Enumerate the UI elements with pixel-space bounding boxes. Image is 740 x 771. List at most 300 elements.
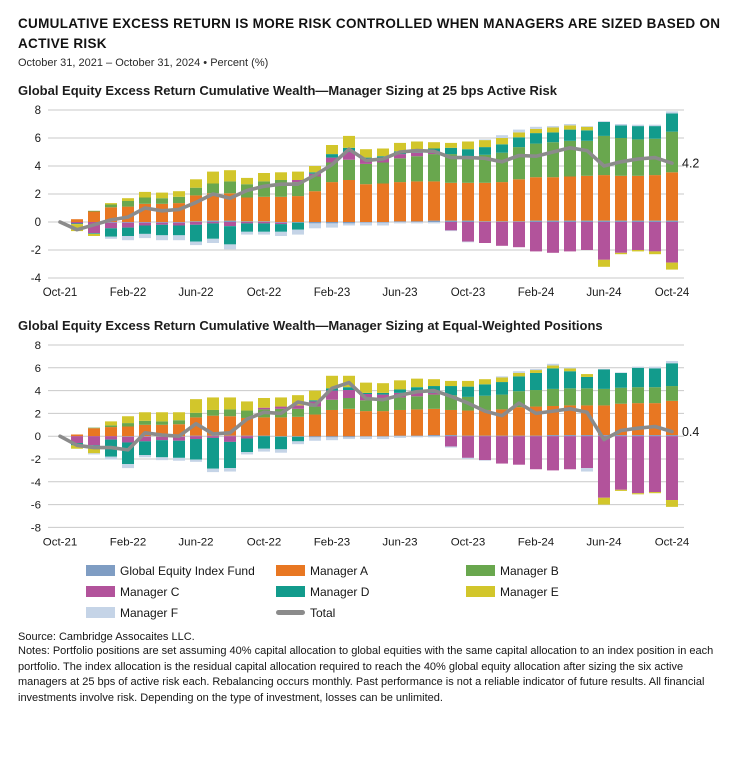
bar-segment-global-equity-index-fund: [479, 435, 491, 436]
bar-segment-manager-e: [462, 141, 474, 149]
bar-segment-manager-b: [360, 163, 372, 183]
series-swatch-icon: [276, 586, 305, 597]
bar-segment-manager-c: [479, 436, 491, 460]
bar-segment-manager-e: [547, 365, 559, 368]
legend-label: Manager D: [310, 584, 370, 599]
bar-segment-global-equity-index-fund: [632, 435, 644, 436]
bar-segment-manager-d: [564, 129, 576, 140]
bar-segment-global-equity-index-fund: [428, 435, 440, 436]
bar-segment-global-equity-index-fund: [513, 221, 525, 222]
bar-segment-manager-d: [173, 440, 185, 457]
bar-segment-manager-b: [581, 140, 593, 175]
bar-segment-manager-e: [411, 141, 423, 149]
x-tick-label: Feb-23: [313, 535, 351, 548]
bar-segment-manager-d: [156, 224, 168, 235]
bar-segment-manager-e: [547, 127, 559, 132]
bar-segment-manager-e: [394, 380, 406, 389]
bar-segment-manager-b: [173, 420, 185, 424]
bar-segment-manager-d: [462, 386, 474, 396]
bar-segment-manager-c: [411, 152, 423, 156]
bar-segment-manager-a: [292, 416, 304, 435]
bar-segment-manager-f: [224, 468, 236, 471]
bar-segment-manager-c: [615, 222, 627, 253]
bar-segment-manager-b: [105, 425, 117, 427]
bar-segment-manager-f: [258, 231, 270, 234]
bar-segment-global-equity-index-fund: [258, 221, 270, 222]
bar-segment-global-equity-index-fund: [377, 436, 389, 437]
bar-segment-global-equity-index-fund: [445, 220, 457, 221]
y-tick-label: 6: [34, 362, 42, 375]
bar-segment-manager-b: [343, 159, 355, 179]
bar-segment-manager-f: [258, 448, 270, 451]
bar-segment-manager-d: [598, 369, 610, 388]
bar-segment-manager-c: [122, 436, 134, 442]
bar-segment-manager-f: [207, 238, 219, 242]
bar-segment-manager-a: [428, 181, 440, 220]
bar-segment-global-equity-index-fund: [343, 436, 355, 437]
bar-segment-manager-d: [496, 382, 508, 395]
bar-segment-manager-c: [513, 222, 525, 247]
bar-segment-manager-e: [632, 250, 644, 251]
source-line: Source: Cambridge Assocaites LLC.: [18, 630, 195, 643]
bar-segment-manager-c: [224, 222, 236, 226]
bar-segment-manager-c: [564, 222, 576, 251]
bar-segment-global-equity-index-fund: [309, 222, 321, 223]
legend-item-total: [276, 605, 466, 621]
bar-segment-manager-d: [275, 436, 287, 449]
bar-segment-global-equity-index-fund: [224, 435, 236, 436]
bar-segment-manager-f: [496, 376, 508, 377]
bar-segment-manager-d: [139, 441, 151, 455]
bar-segment-manager-b: [224, 181, 236, 193]
bar-segment-manager-e: [377, 383, 389, 393]
bar-segment-manager-f: [343, 437, 355, 439]
bar-segment-global-equity-index-fund: [411, 221, 423, 222]
bar-segment-manager-f: [513, 371, 525, 373]
bar-segment-manager-f: [479, 139, 491, 140]
bar-segment-manager-a: [462, 410, 474, 435]
bar-segment-global-equity-index-fund: [326, 436, 338, 437]
bar-segment-manager-e: [496, 138, 508, 144]
bar-segment-manager-b: [207, 183, 219, 193]
bar-segment-manager-e: [445, 142, 457, 147]
bar-segment-manager-c: [122, 222, 134, 227]
bar-segment-manager-a: [122, 426, 134, 436]
bar-segment-manager-e: [632, 493, 644, 494]
bar-segment-manager-e: [122, 198, 134, 201]
bar-segment-manager-f: [309, 437, 321, 440]
bar-segment-manager-e: [207, 397, 219, 410]
legend-item-manager-d: [276, 584, 466, 600]
bar-segment-manager-e: [598, 497, 610, 504]
legend-item-manager-c: [86, 584, 276, 600]
bar-segment-manager-d: [258, 223, 270, 231]
bar-segment-manager-e: [139, 191, 151, 197]
bar-segment-manager-f: [326, 437, 338, 440]
bar-segment-manager-f: [649, 366, 661, 368]
bar-segment-manager-f: [530, 126, 542, 128]
bar-segment-manager-f: [275, 231, 287, 235]
bar-segment-global-equity-index-fund: [394, 435, 406, 436]
bar-segment-manager-e: [513, 132, 525, 137]
bar-segment-manager-a: [615, 175, 627, 220]
bar-segment-manager-a: [513, 407, 525, 435]
y-tick-label: -4: [30, 476, 42, 489]
bar-segment-manager-b: [190, 412, 202, 417]
bar-segment-manager-f: [479, 460, 491, 461]
bar-segment-manager-e: [122, 416, 134, 423]
bar-segment-global-equity-index-fund: [632, 220, 644, 221]
y-tick-label: -2: [30, 453, 42, 466]
bar-segment-manager-b: [615, 138, 627, 176]
bar-segment-manager-e: [258, 398, 270, 408]
bar-segment-manager-b: [139, 420, 151, 424]
bar-segment-manager-b: [360, 400, 372, 411]
bar-segment-manager-e: [479, 379, 491, 384]
bar-segment-manager-e: [462, 380, 474, 386]
bar-segment-global-equity-index-fund: [275, 436, 287, 437]
bar-segment-manager-d: [292, 222, 304, 229]
bar-segment-global-equity-index-fund: [445, 435, 457, 436]
bar-segment-manager-a: [360, 184, 372, 222]
bar-segment-manager-a: [496, 182, 508, 221]
bar-segment-manager-d: [479, 384, 491, 395]
bar-segment-manager-b: [547, 388, 559, 405]
bar-segment-manager-d: [666, 113, 678, 131]
bar-segment-manager-d: [207, 223, 219, 238]
y-tick-label: 6: [34, 132, 41, 145]
x-tick-label: Oct-21: [42, 535, 78, 548]
y-tick-label: 0: [34, 430, 42, 443]
bar-segment-manager-c: [530, 436, 542, 469]
bar-segment-global-equity-index-fund: [649, 435, 661, 436]
bar-segment-manager-d: [258, 436, 270, 449]
bar-segment-manager-a: [479, 182, 491, 221]
bar-segment-manager-c: [666, 222, 678, 263]
bar-segment-manager-b: [88, 210, 100, 211]
bar-segment-manager-b: [207, 409, 219, 415]
bar-segment-manager-f: [615, 124, 627, 125]
bar-segment-manager-d: [224, 226, 236, 244]
y-tick-label: 4: [34, 160, 41, 173]
bar-segment-global-equity-index-fund: [173, 222, 185, 223]
bar-segment-manager-f: [394, 222, 406, 223]
bar-segment-manager-e: [241, 177, 253, 183]
bar-segment-manager-e: [275, 172, 287, 180]
bar-segment-global-equity-index-fund: [377, 222, 389, 223]
bar-segment-manager-d: [156, 440, 168, 457]
bar-segment-global-equity-index-fund: [241, 221, 253, 222]
bar-segment-manager-f: [411, 222, 423, 223]
bar-segment-manager-c: [564, 436, 576, 469]
bar-segment-manager-f: [156, 235, 168, 240]
bar-segment-manager-a: [547, 177, 559, 220]
bar-segment-manager-b: [530, 390, 542, 407]
bar-segment-manager-c: [581, 222, 593, 250]
bar-segment-manager-e: [190, 179, 202, 187]
bar-segment-manager-a: [666, 172, 678, 220]
bar-segment-manager-f: [377, 436, 389, 438]
bar-segment-manager-a: [258, 196, 270, 221]
bar-segment-global-equity-index-fund: [598, 220, 610, 221]
bar-segment-manager-b: [190, 187, 202, 195]
bar-segment-manager-a: [411, 181, 423, 221]
bar-segment-manager-b: [122, 201, 134, 207]
x-tick-label: Jun-24: [586, 286, 622, 299]
bar-segment-manager-c: [343, 390, 355, 398]
bar-segment-manager-e: [258, 173, 270, 181]
bar-segment-manager-f: [241, 452, 253, 454]
legend-label: Manager E: [500, 584, 559, 599]
bar-segment-manager-a: [445, 182, 457, 220]
bar-segment-manager-d: [122, 227, 134, 235]
bar-segment-global-equity-index-fund: [547, 220, 559, 221]
y-tick-label: -8: [30, 521, 42, 534]
bar-segment-manager-a: [598, 175, 610, 221]
bar-segment-manager-c: [156, 222, 168, 224]
bar-segment-manager-c: [496, 436, 508, 463]
bar-segment-global-equity-index-fund: [122, 436, 134, 437]
bar-segment-global-equity-index-fund: [139, 222, 151, 223]
bar-segment-manager-b: [105, 204, 117, 207]
bar-segment-manager-e: [615, 252, 627, 253]
y-tick-label: 8: [34, 104, 41, 117]
bar-segment-manager-b: [496, 152, 508, 181]
x-tick-label: Oct-24: [654, 535, 690, 548]
bar-segment-manager-c: [241, 436, 253, 438]
bar-segment-manager-f: [105, 456, 117, 459]
bar-segment-manager-e: [666, 500, 678, 507]
bar-segment-manager-b: [224, 409, 236, 416]
bar-segment-manager-e: [598, 259, 610, 266]
bar-segment-global-equity-index-fund: [649, 220, 661, 221]
bar-segment-manager-f: [326, 223, 338, 227]
bar-segment-manager-e: [105, 203, 117, 204]
legend-item-manager-b: [466, 563, 646, 579]
chart1-title: Global Equity Excess Return Cumulative Wealth—Manager Sizing at 25 bps Active Risk: [18, 82, 557, 98]
bar-segment-manager-a: [241, 197, 253, 221]
bar-segment-manager-b: [581, 388, 593, 405]
bar-segment-global-equity-index-fund: [428, 220, 440, 221]
bar-segment-manager-c: [581, 436, 593, 468]
figure-title: CUMULATIVE EXCESS RETURN IS MORE RISK CONTROLLED WHEN MANAGERS ARE SIZED BASED ON ACTIVE RISK: [18, 16, 721, 52]
bar-segment-manager-d: [241, 438, 253, 452]
bar-segment-global-equity-index-fund: [343, 222, 355, 223]
chart2-equal-weighted-sizing: [18, 339, 722, 553]
series-swatch-icon: [86, 586, 115, 597]
bar-segment-manager-a: [326, 409, 338, 435]
bar-segment-manager-f: [445, 446, 457, 447]
x-tick-label: Jun-22: [178, 535, 214, 548]
bar-segment-global-equity-index-fund: [360, 436, 372, 437]
bar-segment-global-equity-index-fund: [224, 220, 236, 221]
bar-segment-manager-e: [581, 374, 593, 377]
bar-segment-manager-e: [564, 125, 576, 129]
bar-segment-manager-b: [156, 421, 168, 424]
bar-segment-manager-f: [139, 455, 151, 457]
series-swatch-icon: [86, 607, 115, 618]
bar-segment-global-equity-index-fund: [530, 435, 542, 436]
bar-segment-manager-f: [564, 367, 576, 368]
bar-segment-manager-b: [462, 156, 474, 183]
bar-segment-global-equity-index-fund: [530, 220, 542, 221]
bar-segment-manager-d: [377, 392, 389, 394]
bar-segment-manager-b: [666, 386, 678, 401]
bar-segment-global-equity-index-fund: [581, 435, 593, 436]
bar-segment-manager-a: [649, 403, 661, 435]
bar-segment-manager-f: [122, 236, 134, 240]
bar-segment-manager-e: [530, 128, 542, 132]
x-tick-label: Jun-24: [586, 535, 622, 548]
bar-segment-manager-e: [445, 380, 457, 385]
bar-segment-manager-d: [462, 149, 474, 156]
bar-segment-manager-f: [445, 230, 457, 231]
bar-segment-manager-c: [156, 436, 168, 439]
bar-segment-manager-b: [122, 423, 134, 426]
bar-segment-manager-e: [360, 382, 372, 392]
bar-segment-manager-e: [513, 372, 525, 375]
bar-segment-manager-f: [564, 124, 576, 125]
bar-segment-global-equity-index-fund: [479, 221, 491, 222]
bar-segment-manager-a: [445, 409, 457, 434]
bar-segment-manager-e: [343, 135, 355, 147]
legend-item-manager-a: [276, 563, 466, 579]
bar-segment-manager-c: [105, 222, 117, 228]
bar-segment-manager-f: [173, 235, 185, 240]
bar-segment-manager-e: [156, 192, 168, 198]
bar-segment-global-equity-index-fund: [207, 220, 219, 221]
bar-segment-manager-b: [326, 399, 338, 409]
bar-segment-manager-a: [275, 417, 287, 436]
bar-segment-manager-f: [292, 229, 304, 234]
chart2-svg: [18, 339, 722, 553]
bar-segment-manager-d: [292, 436, 304, 441]
bar-segment-global-equity-index-fund: [156, 222, 168, 223]
series-swatch-icon: [86, 565, 115, 576]
series-swatch-icon: [466, 586, 495, 597]
bar-segment-global-equity-index-fund: [241, 435, 253, 436]
bar-segment-manager-d: [71, 223, 83, 224]
bar-segment-manager-f: [496, 135, 508, 138]
bar-segment-global-equity-index-fund: [292, 222, 304, 223]
chart-legend: [86, 563, 722, 621]
bar-segment-manager-c: [513, 436, 525, 464]
bar-segment-manager-b: [173, 196, 185, 202]
bar-segment-manager-f: [224, 244, 236, 249]
bar-segment-manager-d: [615, 125, 627, 138]
bar-segment-manager-f: [632, 366, 644, 367]
bar-segment-manager-f: [207, 468, 219, 471]
bar-segment-manager-f: [411, 436, 423, 437]
bar-segment-manager-d: [326, 154, 338, 158]
y-tick-label: 2: [34, 407, 42, 420]
bar-segment-manager-d: [649, 126, 661, 139]
bar-segment-manager-d: [666, 363, 678, 386]
bar-segment-manager-a: [377, 183, 389, 222]
bar-segment-manager-c: [173, 222, 185, 225]
bar-segment-manager-c: [598, 222, 610, 260]
bar-segment-manager-f: [598, 121, 610, 122]
bar-segment-manager-b: [547, 142, 559, 177]
bar-segment-global-equity-index-fund: [615, 435, 627, 436]
bar-segment-manager-f: [309, 223, 321, 228]
bar-segment-manager-d: [547, 132, 559, 142]
legend-label: Manager F: [120, 605, 179, 620]
bar-segment-manager-f: [581, 126, 593, 127]
bar-segment-manager-d: [88, 233, 100, 234]
bar-segment-manager-f: [292, 441, 304, 444]
bar-segment-manager-b: [292, 408, 304, 416]
x-tick-label: Oct-22: [246, 535, 282, 548]
bar-segment-manager-e: [275, 397, 287, 406]
bar-segment-manager-e: [173, 191, 185, 197]
bar-segment-manager-b: [411, 156, 423, 181]
bar-segment-manager-a: [88, 428, 100, 436]
bar-segment-manager-f: [513, 129, 525, 132]
bar-segment-manager-d: [241, 223, 253, 231]
bar-segment-manager-e: [224, 397, 236, 409]
bar-segment-manager-c: [462, 222, 474, 242]
bar-segment-manager-a: [632, 175, 644, 220]
bar-segment-global-equity-index-fund: [326, 222, 338, 223]
x-tick-label: Jun-22: [178, 286, 214, 299]
bar-segment-manager-a: [343, 408, 355, 435]
bar-segment-manager-d: [513, 137, 525, 147]
bar-segment-manager-f: [530, 368, 542, 369]
bar-segment-manager-c: [139, 222, 151, 225]
bar-segment-manager-a: [530, 177, 542, 220]
bar-segment-manager-c: [190, 222, 202, 225]
legend-label: Manager B: [500, 563, 559, 578]
bar-segment-manager-b: [88, 427, 100, 428]
bar-segment-manager-d: [581, 130, 593, 141]
bar-segment-global-equity-index-fund: [564, 435, 576, 436]
bar-segment-manager-c: [207, 436, 219, 438]
bar-segment-manager-a: [581, 175, 593, 220]
bar-segment-manager-d: [207, 437, 219, 468]
bar-segment-global-equity-index-fund: [513, 435, 525, 436]
bar-segment-manager-c: [649, 222, 661, 251]
bar-segment-manager-c: [632, 222, 644, 250]
bar-segment-manager-c: [479, 222, 491, 243]
bar-segment-global-equity-index-fund: [564, 220, 576, 221]
bar-segment-manager-e: [666, 262, 678, 269]
bar-segment-manager-e: [88, 233, 100, 235]
line-end-value: 0.4: [681, 424, 700, 439]
bar-segment-manager-c: [190, 436, 202, 439]
bar-segment-manager-f: [360, 436, 372, 438]
bar-segment-manager-f: [360, 222, 372, 225]
bar-segment-manager-a: [71, 434, 83, 436]
bar-segment-manager-d: [496, 144, 508, 152]
bar-segment-manager-d: [632, 126, 644, 139]
bar-segment-manager-c: [598, 436, 610, 498]
bar-segment-manager-b: [632, 387, 644, 403]
bar-segment-manager-b: [598, 388, 610, 405]
bar-segment-manager-f: [615, 372, 627, 373]
bar-segment-manager-f: [666, 111, 678, 113]
bar-segment-manager-a: [411, 409, 423, 435]
bar-segment-manager-c: [649, 436, 661, 492]
bar-segment-manager-f: [275, 449, 287, 452]
bar-segment-global-equity-index-fund: [462, 435, 474, 436]
bar-segment-manager-f: [581, 468, 593, 471]
bar-segment-manager-f: [377, 222, 389, 225]
bar-segment-manager-c: [258, 407, 270, 409]
bar-segment-global-equity-index-fund: [292, 436, 304, 437]
bar-segment-manager-d: [190, 224, 202, 241]
bar-segment-manager-b: [428, 394, 440, 408]
